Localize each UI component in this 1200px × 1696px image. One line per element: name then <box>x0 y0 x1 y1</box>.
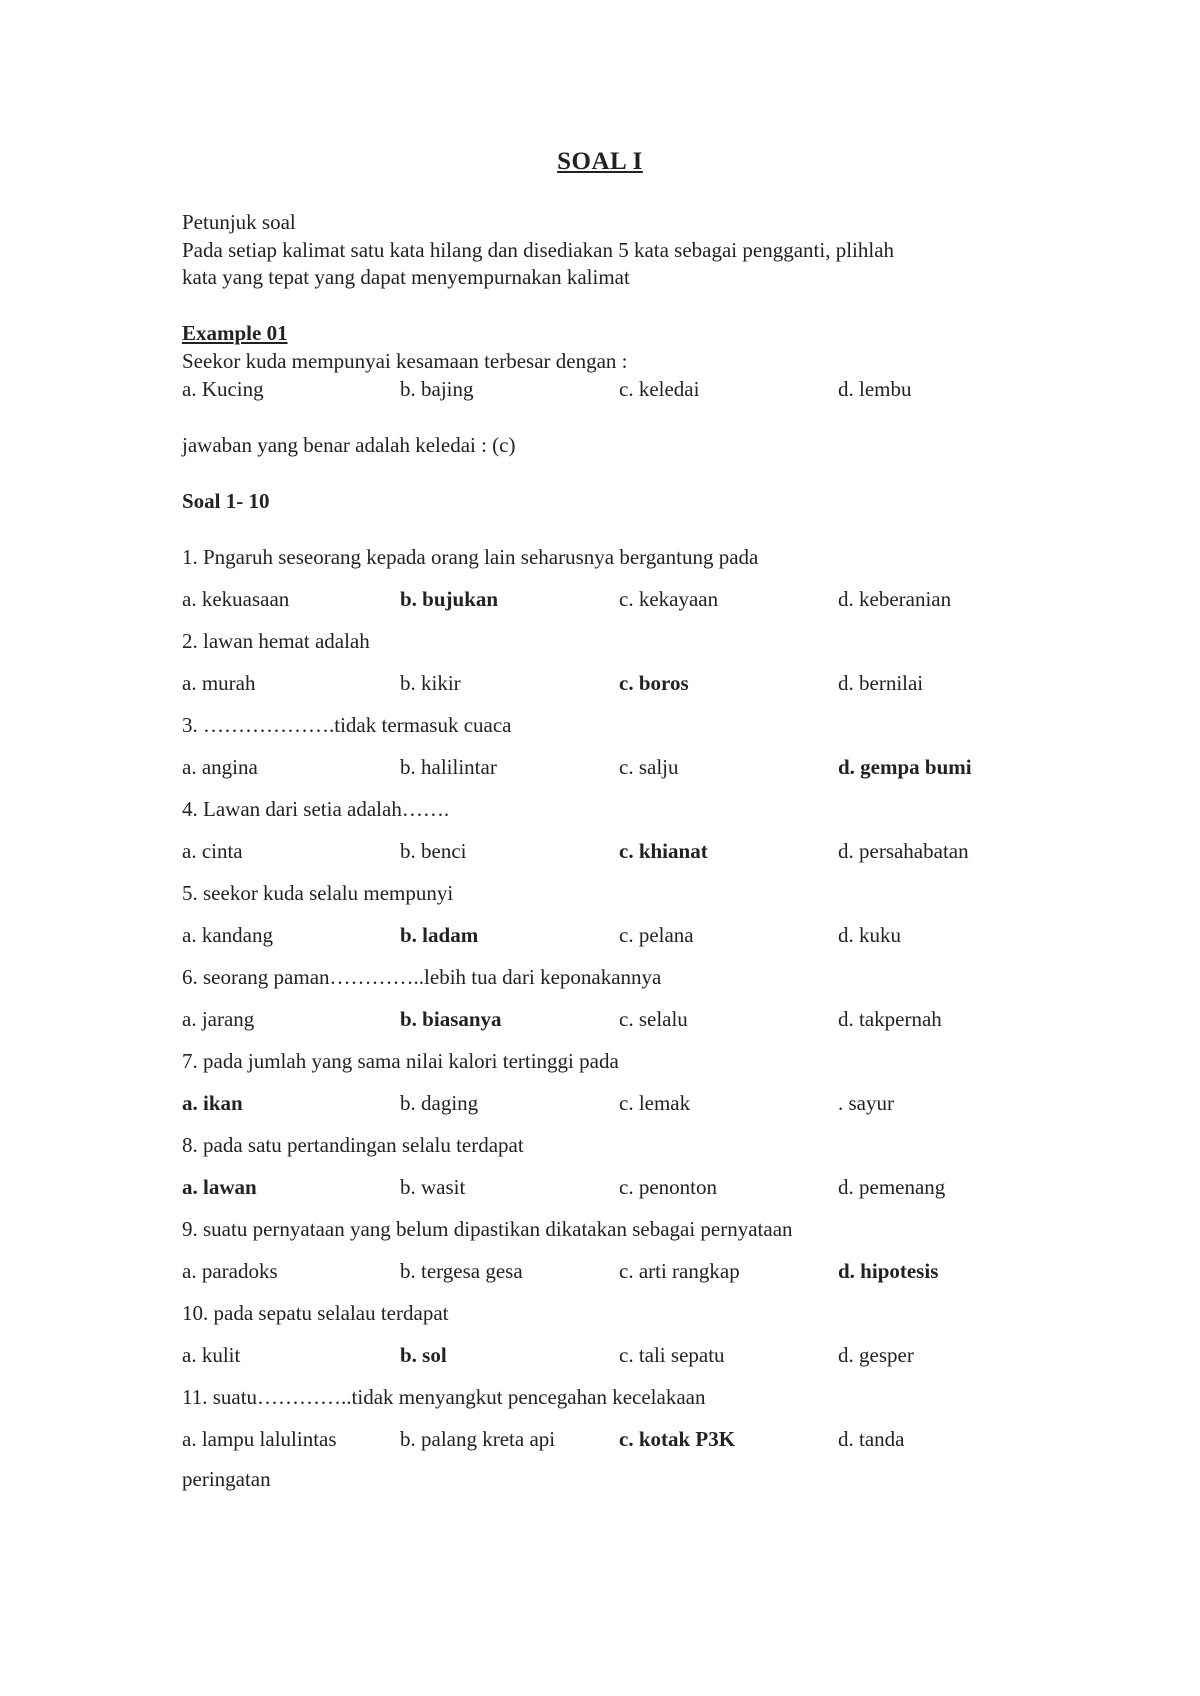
question-options <box>182 1257 1082 1285</box>
answer-option: a. angina <box>182 755 258 779</box>
question-text: 5. seekor kuda selalu mempunyi <box>182 881 454 905</box>
example-option-d: d. lembu <box>838 377 912 401</box>
answer-option: d. bernilai <box>838 671 924 695</box>
answer-option: c. salju <box>619 755 679 779</box>
answer-option: b. wasit <box>400 1175 466 1199</box>
question-options <box>182 1341 1082 1369</box>
question-options <box>182 1173 1082 1201</box>
question-text: 4. Lawan dari setia adalah……. <box>182 797 450 821</box>
question-text: 1. Pngaruh seseorang kepada orang lain seharusnya bergantung pada <box>182 545 759 569</box>
correct-answer-option: b. biasanya <box>400 1007 502 1031</box>
correct-answer-option: a. ikan <box>182 1091 243 1115</box>
answer-option: c. kekayaan <box>619 587 719 611</box>
question-text: 2. lawan hemat adalah <box>182 629 370 653</box>
section-heading: Soal 1- 10 <box>182 489 270 513</box>
answer-option: c. pelana <box>619 923 694 947</box>
answer-option: d. persahabatan <box>838 839 969 863</box>
answer-option: a. kulit <box>182 1343 241 1367</box>
instruction-line-2: kata yang tepat yang dapat menyempurnakan kalimat <box>182 265 630 289</box>
answer-option: a. jarang <box>182 1007 255 1031</box>
answer-option: b. palang kreta api <box>400 1427 556 1451</box>
answer-option: b. benci <box>400 839 467 863</box>
answer-option: b. daging <box>400 1091 479 1115</box>
answer-option: d. gesper <box>838 1343 914 1367</box>
question-options <box>182 837 1082 865</box>
question-text: 6. seorang paman…………..lebih tua dari keponakannya <box>182 965 662 989</box>
correct-answer-option: b. ladam <box>400 923 479 947</box>
correct-answer-option: d. gempa bumi <box>838 755 972 779</box>
answer-option: a. kandang <box>182 923 273 947</box>
question-options <box>182 753 1082 781</box>
question-options <box>182 669 1082 697</box>
question-options <box>182 1089 1082 1117</box>
answer-option: c. penonton <box>619 1175 717 1199</box>
question-options <box>182 1005 1082 1033</box>
question-text: 3. ……………….tidak termasuk cuaca <box>182 713 512 737</box>
answer-option: c. selalu <box>619 1007 688 1031</box>
question-options <box>182 921 1082 949</box>
correct-answer-option: a. lawan <box>182 1175 257 1199</box>
answer-option: d. keberanian <box>838 587 952 611</box>
example-question: Seekor kuda mempunyai kesamaan terbesar dengan : <box>182 349 628 373</box>
answer-option: a. lampu lalulintas <box>182 1427 337 1451</box>
answer-option: c. lemak <box>619 1091 691 1115</box>
answer-option: a. cinta <box>182 839 243 863</box>
instruction-line-1: Pada setiap kalimat satu kata hilang dan disediakan 5 kata sebagai pengganti, plihlah <box>182 238 895 262</box>
page-title: SOAL I <box>557 148 643 175</box>
question-text: 9. suatu pernyataan yang belum dipastikan dikatakan sebagai pernyataan <box>182 1217 793 1241</box>
answer-option: d. pemenang <box>838 1175 946 1199</box>
instruction-heading: Petunjuk soal <box>182 210 296 234</box>
answer-option: a. paradoks <box>182 1259 278 1283</box>
question-text: 11. suatu…………..tidak menyangkut pencegahan kecelakaan <box>182 1385 706 1409</box>
answer-option: b. halilintar <box>400 755 497 779</box>
example-heading: Example 01 <box>182 321 288 345</box>
answer-option: c. arti rangkap <box>619 1259 740 1283</box>
answer-option: a. kekuasaan <box>182 587 290 611</box>
example-options <box>182 375 1082 403</box>
question-text: 7. pada jumlah yang sama nilai kalori tertinggi pada <box>182 1049 619 1073</box>
correct-answer-option: c. boros <box>619 671 689 695</box>
answer-option: c. tali sepatu <box>619 1343 725 1367</box>
answer-option: b. kikir <box>400 671 461 695</box>
example-option-c: c. keledai <box>619 377 700 401</box>
answer-option: d. kuku <box>838 923 901 947</box>
question-text: 8. pada satu pertandingan selalu terdapat <box>182 1133 524 1157</box>
answer-option: a. murah <box>182 671 256 695</box>
example-option-a: a. Kucing <box>182 377 264 401</box>
correct-answer-option: b. sol <box>400 1343 447 1367</box>
correct-answer-option: d. hipotesis <box>838 1259 939 1283</box>
answer-option: d. takpernah <box>838 1007 942 1031</box>
example-option-b: b. bajing <box>400 377 474 401</box>
question-continuation: peringatan <box>182 1467 271 1491</box>
correct-answer-option: b. bujukan <box>400 587 499 611</box>
example-answer: jawaban yang benar adalah keledai : (c) <box>182 433 516 457</box>
question-text: 10. pada sepatu selalau terdapat <box>182 1301 449 1325</box>
correct-answer-option: c. khianat <box>619 839 708 863</box>
question-options <box>182 1425 1082 1453</box>
answer-option: . sayur <box>838 1091 894 1115</box>
correct-answer-option: c. kotak P3K <box>619 1427 736 1451</box>
answer-option: b. tergesa gesa <box>400 1259 523 1283</box>
question-options <box>182 585 1082 613</box>
answer-option: d. tanda <box>838 1427 905 1451</box>
